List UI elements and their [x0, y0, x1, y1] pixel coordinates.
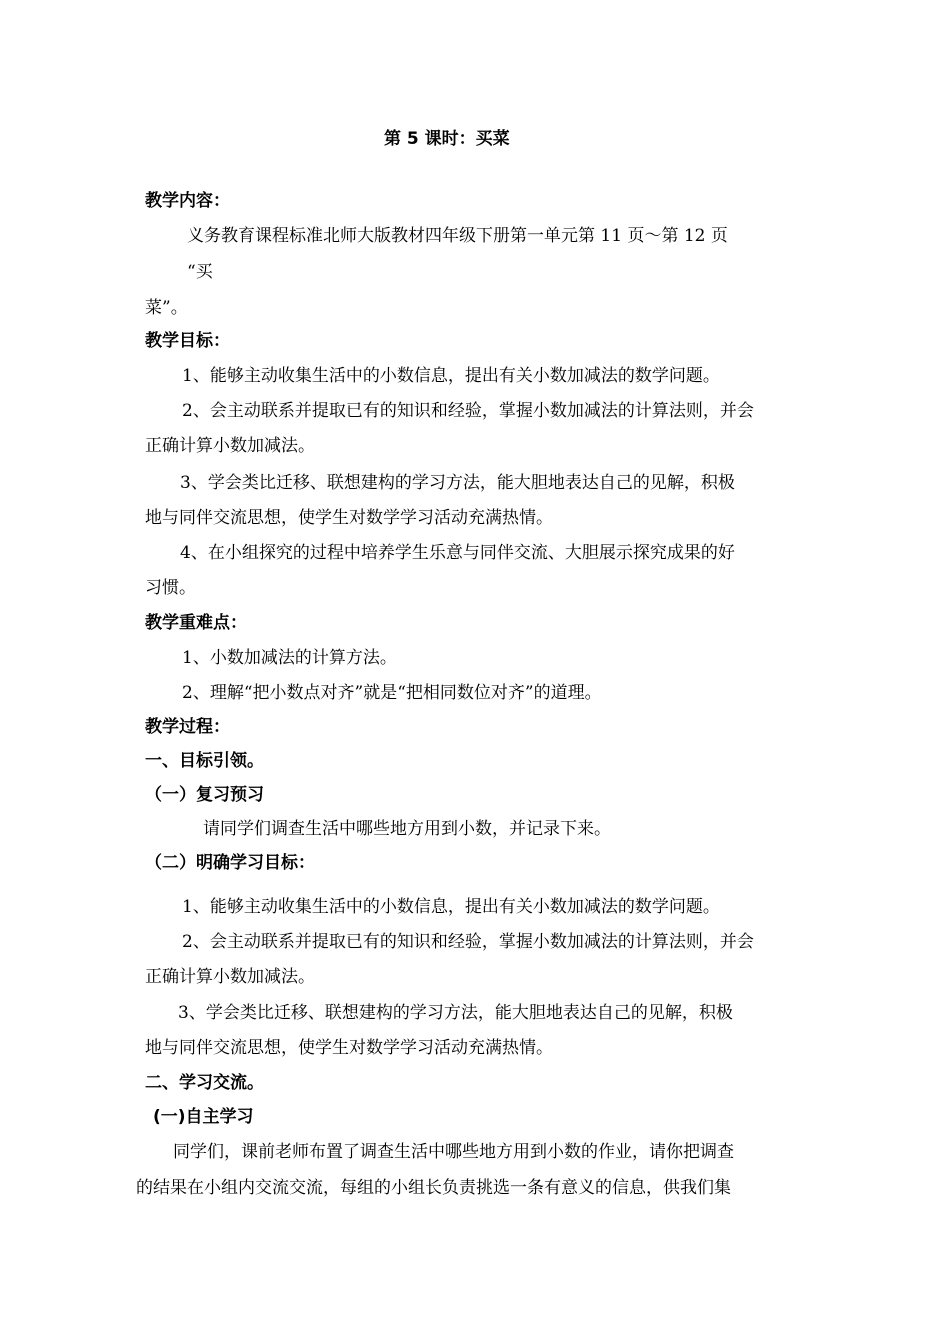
part1-heading: 一、目标引领。 — [145, 751, 264, 771]
goal-item: 2、会主动联系并提取已有的知识和经验，掌握小数加减法的计算法则，并会 — [182, 932, 754, 952]
sub3-text: 同学们，课前老师布置了调查生活中哪些地方用到小数的作业，请你把调查 — [173, 1142, 734, 1162]
content-line: 义务教育课程标准北师大版教材四年级下册第一单元第 11 页～第 12 页 — [187, 226, 728, 246]
sub3-text-cont: 的结果在小组内交流交流，每组的小组长负责挑选一条有意义的信息，供我们集 — [136, 1178, 731, 1198]
goal-item-cont: 地与同伴交流思想，使学生对数学学习活动充满热情。 — [145, 508, 553, 528]
process-heading: 教学过程： — [145, 717, 230, 737]
content-heading: 教学内容： — [145, 191, 230, 211]
key-item: 2、理解“把小数点对齐”就是“把相同数位对齐”的道理。 — [182, 683, 602, 703]
key-item: 1、小数加减法的计算方法。 — [182, 648, 397, 668]
page-title: 第 5 课时：买菜 — [384, 129, 510, 149]
content-line: “买 — [187, 262, 213, 282]
goal-item-cont: 习惯。 — [145, 578, 196, 598]
sub2-heading: （二）明确学习目标： — [145, 853, 315, 873]
goal-item: 4、在小组探究的过程中培养学生乐意与同伴交流、大胆展示探究成果的好 — [180, 543, 735, 563]
goal-item-cont: 地与同伴交流思想，使学生对数学学习活动充满热情。 — [145, 1038, 553, 1058]
goal-item: 1、能够主动收集生活中的小数信息，提出有关小数加减法的数学问题。 — [182, 897, 720, 917]
key-heading: 教学重难点： — [145, 613, 247, 633]
goal-item: 3、学会类比迁移、联想建构的学习方法，能大胆地表达自己的见解，积极 — [178, 1003, 733, 1023]
content-line: 菜”。 — [145, 298, 188, 318]
goal-item: 1、能够主动收集生活中的小数信息，提出有关小数加减法的数学问题。 — [182, 366, 720, 386]
goal-item: 3、学会类比迁移、联想建构的学习方法，能大胆地表达自己的见解，积极 — [180, 473, 735, 493]
goals-heading: 教学目标： — [145, 331, 230, 351]
sub1-heading: （一）复习预习 — [145, 785, 264, 805]
sub1-text: 请同学们调查生活中哪些地方用到小数，并记录下来。 — [203, 819, 611, 839]
goal-item-cont: 正确计算小数加减法。 — [145, 436, 315, 456]
sub3-heading: (一)自主学习 — [153, 1107, 254, 1127]
goal-item: 2、会主动联系并提取已有的知识和经验，掌握小数加减法的计算法则，并会 — [182, 401, 754, 421]
goal-item-cont: 正确计算小数加减法。 — [145, 967, 315, 987]
part2-heading: 二、学习交流。 — [145, 1073, 264, 1093]
